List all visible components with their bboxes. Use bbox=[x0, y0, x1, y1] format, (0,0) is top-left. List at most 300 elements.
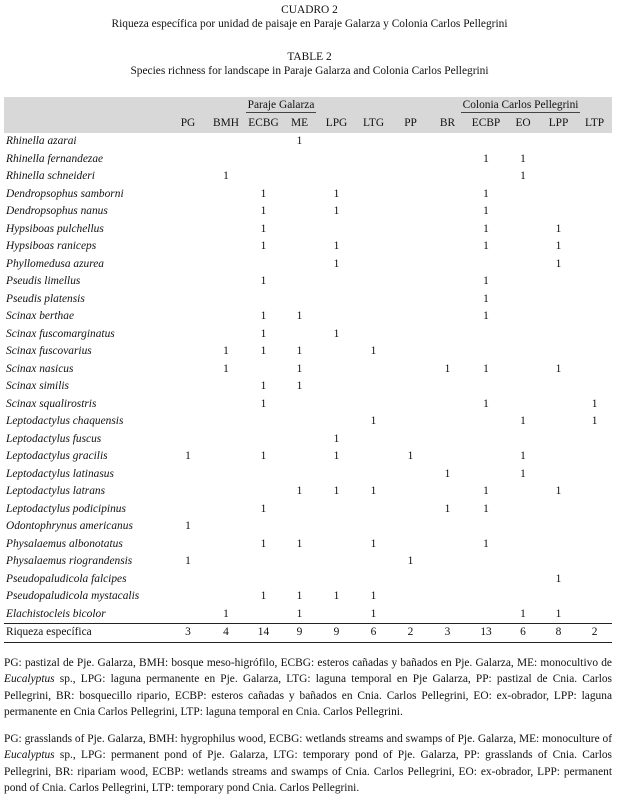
presence-cell bbox=[318, 308, 355, 326]
presence-cell bbox=[281, 466, 318, 484]
presence-cell bbox=[281, 518, 318, 536]
presence-cell bbox=[392, 238, 429, 256]
species-name: Scinax similis bbox=[6, 380, 69, 392]
presence-cell: 1 bbox=[260, 502, 267, 515]
presence-cell bbox=[355, 571, 392, 589]
presence-cell bbox=[577, 238, 612, 256]
presence-cell bbox=[206, 483, 246, 501]
species-name: Leptodactylus gracilis bbox=[6, 450, 108, 462]
presence-cell bbox=[170, 606, 206, 624]
presence-cell bbox=[506, 518, 540, 536]
presence-cell bbox=[355, 273, 392, 291]
group-paraje-galarza: Paraje Galarza bbox=[170, 97, 392, 113]
presence-cell bbox=[170, 186, 206, 204]
presence-cell bbox=[392, 221, 429, 239]
presence-cell bbox=[392, 483, 429, 501]
presence-cell bbox=[392, 168, 429, 186]
presence-cell bbox=[355, 466, 392, 484]
species-name: Scinax fuscovarius bbox=[6, 345, 92, 357]
presence-cell bbox=[206, 378, 246, 396]
presence-cell bbox=[281, 168, 318, 186]
presence-cell bbox=[355, 448, 392, 466]
presence-cell bbox=[466, 588, 506, 606]
presence-cell bbox=[170, 273, 206, 291]
species-name: Leptodactylus latinasus bbox=[6, 467, 114, 480]
presence-cell bbox=[392, 361, 429, 379]
presence-cell bbox=[506, 273, 540, 291]
presence-cell bbox=[506, 588, 540, 606]
presence-cell: 1 bbox=[407, 555, 414, 567]
presence-cell bbox=[392, 256, 429, 274]
presence-cell bbox=[429, 553, 466, 571]
presence-cell bbox=[392, 606, 429, 624]
species-name: Scinax berthae bbox=[6, 310, 75, 322]
presence-cell: 1 bbox=[333, 590, 340, 602]
presence-cell bbox=[577, 431, 612, 449]
species-name: Rhinella schneideri bbox=[6, 170, 95, 182]
presence-cell bbox=[429, 151, 466, 169]
presence-cell bbox=[506, 378, 540, 396]
presence-cell bbox=[355, 133, 392, 151]
presence-cell bbox=[355, 308, 392, 326]
presence-cell: 1 bbox=[591, 415, 598, 427]
presence-cell bbox=[318, 168, 355, 186]
presence-cell bbox=[170, 466, 206, 484]
presence-cell: 1 bbox=[483, 362, 489, 375]
column-header-row bbox=[4, 113, 612, 133]
presence-cell bbox=[577, 291, 612, 309]
presence-cell bbox=[577, 378, 612, 396]
species-name: Odontophrynus americanus bbox=[6, 520, 133, 532]
table-row bbox=[4, 606, 612, 624]
table-caption: Species richness for landscape in Paraje Galarza and Colonia Carlos Pellegrini bbox=[130, 65, 489, 77]
presence-cell: 1 bbox=[260, 275, 267, 287]
presence-cell bbox=[318, 151, 355, 169]
species-name: Scinax nasicus bbox=[6, 362, 74, 375]
presence-cell bbox=[355, 168, 392, 186]
table-number: TABLE 2 bbox=[287, 51, 332, 63]
presence-cell bbox=[577, 571, 612, 589]
presence-cell bbox=[466, 413, 506, 431]
table-row bbox=[4, 186, 612, 204]
presence-cell bbox=[506, 133, 540, 151]
presence-cell bbox=[170, 431, 206, 449]
presence-cell bbox=[281, 571, 318, 589]
presence-cell: 1 bbox=[296, 362, 303, 375]
presence-cell bbox=[540, 168, 577, 186]
presence-cell bbox=[577, 133, 612, 151]
presence-cell bbox=[355, 186, 392, 204]
column-header: LTG bbox=[355, 113, 392, 133]
presence-cell: 1 bbox=[260, 345, 267, 357]
presence-cell bbox=[355, 553, 392, 571]
presence-cell bbox=[466, 571, 506, 589]
species-name: Phyllomedusa azurea bbox=[6, 257, 104, 270]
species-name: Leptodactylus chaquensis bbox=[6, 415, 124, 427]
presence-cell: 1 bbox=[260, 240, 267, 252]
presence-cell bbox=[429, 133, 466, 151]
column-header: ECBG bbox=[246, 113, 281, 133]
presence-cell bbox=[170, 571, 206, 589]
presence-cell bbox=[429, 413, 466, 431]
table-row bbox=[4, 291, 612, 309]
table-row bbox=[4, 203, 612, 221]
presence-cell bbox=[577, 588, 612, 606]
presence-cell bbox=[540, 203, 577, 221]
presence-cell bbox=[392, 431, 429, 449]
presence-cell bbox=[392, 291, 429, 309]
presence-cell bbox=[577, 448, 612, 466]
column-header: EO bbox=[506, 113, 540, 133]
presence-cell bbox=[318, 133, 355, 151]
presence-cell bbox=[355, 256, 392, 274]
presence-cell bbox=[577, 483, 612, 501]
table-row bbox=[4, 501, 612, 519]
presence-cell bbox=[466, 343, 506, 361]
presence-cell: 1 bbox=[260, 205, 267, 217]
presence-cell bbox=[392, 326, 429, 344]
presence-cell: 1 bbox=[333, 485, 340, 497]
presence-cell: 1 bbox=[296, 380, 303, 392]
presence-cell bbox=[206, 553, 246, 571]
presence-cell bbox=[318, 571, 355, 589]
presence-cell: 1 bbox=[333, 257, 340, 270]
table-row bbox=[4, 238, 612, 256]
abbreviations-note-spanish: PG: pastizal de Pje. Galarza, BMH: bosque meso-higrófilo, ECBG: esteros cañadas y bañados en Pje. Galarza, ME: monocultivo de Eucalyptus sp., LPG: laguna permanente en Pje. Galarza, LTG: laguna temporal en Pje Galarza, PP: pastizal de Cnia. Carlos Pellegrini, BR: bosquecillo ripario, ECBP: esteros cañadas y bañados en Cnia. Carlos Pellegrini, EO: ex-obrador, LPP: laguna permanente en Cnia Carlos Pellegrini, LTP: laguna temporal en Cnia. Carlos Pellegrini. bbox=[4, 657, 612, 719]
presence-cell bbox=[355, 326, 392, 344]
table-row bbox=[4, 378, 612, 396]
presence-cell bbox=[206, 203, 246, 221]
presence-cell: 1 bbox=[520, 415, 526, 427]
table-row bbox=[4, 221, 612, 239]
presence-cell bbox=[577, 536, 612, 554]
presence-cell bbox=[577, 361, 612, 379]
presence-cell bbox=[540, 343, 577, 361]
presence-cell bbox=[246, 483, 281, 501]
presence-cell bbox=[466, 168, 506, 186]
presence-cell: 1 bbox=[555, 362, 562, 375]
presence-cell bbox=[170, 483, 206, 501]
species-name: Scinax squalirostris bbox=[6, 397, 97, 410]
species-name: Pseudopaludicola mystacalis bbox=[6, 590, 140, 602]
presence-cell bbox=[170, 203, 206, 221]
presence-cell bbox=[246, 606, 281, 624]
presence-cell bbox=[318, 518, 355, 536]
presence-cell bbox=[506, 431, 540, 449]
presence-cell bbox=[355, 396, 392, 414]
presence-cell bbox=[429, 343, 466, 361]
presence-cell: 1 bbox=[483, 537, 489, 550]
presence-cell: 1 bbox=[483, 152, 489, 165]
column-header: ME bbox=[281, 113, 318, 133]
species-name: Pseudis limellus bbox=[6, 275, 81, 287]
presence-cell: 1 bbox=[333, 450, 340, 462]
presence-cell bbox=[577, 326, 612, 344]
presence-cell bbox=[466, 553, 506, 571]
presence-cell: 1 bbox=[260, 397, 267, 410]
presence-cell bbox=[429, 396, 466, 414]
presence-cell bbox=[466, 378, 506, 396]
presence-cell: 1 bbox=[260, 327, 267, 340]
presence-cell bbox=[355, 361, 392, 379]
presence-cell bbox=[577, 553, 612, 571]
presence-cell bbox=[318, 606, 355, 624]
presence-cell: 1 bbox=[260, 187, 267, 200]
presence-cell bbox=[429, 273, 466, 291]
presence-cell bbox=[170, 588, 206, 606]
presence-cell: 1 bbox=[296, 485, 303, 497]
presence-cell bbox=[246, 553, 281, 571]
presence-cell: 1 bbox=[555, 607, 562, 620]
presence-cell bbox=[392, 186, 429, 204]
presence-cell bbox=[577, 606, 612, 624]
presence-cell bbox=[506, 291, 540, 309]
presence-cell: 1 bbox=[483, 205, 489, 217]
presence-cell bbox=[246, 256, 281, 274]
presence-cell bbox=[466, 326, 506, 344]
total-cell: 3 bbox=[429, 624, 466, 643]
presence-cell bbox=[506, 221, 540, 239]
presence-cell bbox=[281, 501, 318, 519]
presence-cell: 1 bbox=[370, 590, 377, 602]
column-header: BMH bbox=[206, 113, 246, 133]
presence-cell: 1 bbox=[260, 310, 267, 322]
presence-cell bbox=[506, 571, 540, 589]
total-cell: 6 bbox=[506, 624, 540, 643]
presence-cell bbox=[506, 256, 540, 274]
presence-cell bbox=[206, 448, 246, 466]
presence-cell: 1 bbox=[483, 275, 489, 287]
table-row bbox=[4, 133, 612, 151]
presence-cell: 1 bbox=[520, 152, 526, 165]
presence-cell bbox=[466, 133, 506, 151]
presence-cell bbox=[540, 501, 577, 519]
presence-cell bbox=[466, 256, 506, 274]
presence-cell bbox=[429, 588, 466, 606]
presence-cell bbox=[540, 536, 577, 554]
presence-cell bbox=[577, 466, 612, 484]
table-body bbox=[4, 133, 612, 642]
column-header: ECBP bbox=[466, 113, 506, 133]
presence-cell: 1 bbox=[483, 187, 489, 200]
presence-cell bbox=[355, 431, 392, 449]
total-cell: 13 bbox=[466, 624, 506, 643]
presence-cell bbox=[429, 256, 466, 274]
presence-cell bbox=[429, 291, 466, 309]
presence-cell: 1 bbox=[333, 432, 340, 445]
presence-cell: 1 bbox=[185, 555, 191, 567]
total-cell: 3 bbox=[170, 624, 206, 643]
presence-cell bbox=[206, 431, 246, 449]
presence-cell bbox=[540, 588, 577, 606]
presence-cell bbox=[355, 151, 392, 169]
total-label: Riqueza específica bbox=[4, 624, 170, 643]
presence-cell bbox=[206, 291, 246, 309]
presence-cell bbox=[246, 168, 281, 186]
presence-cell: 1 bbox=[333, 327, 340, 340]
table-row bbox=[4, 361, 612, 379]
presence-cell bbox=[170, 308, 206, 326]
presence-cell bbox=[392, 536, 429, 554]
presence-cell bbox=[281, 203, 318, 221]
column-header: LTP bbox=[577, 113, 612, 133]
presence-cell bbox=[206, 256, 246, 274]
presence-cell bbox=[281, 221, 318, 239]
presence-cell bbox=[170, 151, 206, 169]
presence-cell bbox=[577, 501, 612, 519]
table-row bbox=[4, 168, 612, 186]
presence-cell bbox=[392, 308, 429, 326]
presence-cell bbox=[170, 396, 206, 414]
presence-cell bbox=[281, 553, 318, 571]
presence-cell bbox=[540, 518, 577, 536]
presence-cell: 1 bbox=[520, 467, 526, 480]
presence-cell bbox=[429, 448, 466, 466]
presence-cell bbox=[206, 518, 246, 536]
presence-cell bbox=[281, 396, 318, 414]
presence-cell bbox=[506, 186, 540, 204]
presence-cell bbox=[429, 431, 466, 449]
presence-cell: 1 bbox=[520, 607, 526, 620]
presence-cell bbox=[206, 238, 246, 256]
species-name: Dendropsophus nanus bbox=[6, 205, 108, 217]
presence-cell bbox=[466, 448, 506, 466]
presence-cell: 1 bbox=[444, 467, 451, 480]
presence-cell bbox=[506, 361, 540, 379]
presence-cell bbox=[429, 326, 466, 344]
presence-cell bbox=[429, 518, 466, 536]
presence-cell bbox=[170, 238, 206, 256]
presence-cell bbox=[281, 186, 318, 204]
presence-cell bbox=[577, 518, 612, 536]
presence-cell bbox=[429, 186, 466, 204]
presence-cell bbox=[206, 221, 246, 239]
presence-cell bbox=[170, 413, 206, 431]
presence-cell bbox=[392, 466, 429, 484]
presence-cell bbox=[355, 501, 392, 519]
presence-cell: 1 bbox=[333, 187, 340, 200]
presence-cell bbox=[281, 256, 318, 274]
presence-cell bbox=[206, 273, 246, 291]
presence-cell bbox=[281, 273, 318, 291]
total-cell: 14 bbox=[246, 624, 281, 643]
table-row bbox=[4, 431, 612, 449]
presence-cell bbox=[506, 396, 540, 414]
presence-cell bbox=[206, 466, 246, 484]
presence-cell bbox=[206, 501, 246, 519]
presence-cell: 1 bbox=[555, 572, 562, 585]
presence-cell bbox=[318, 553, 355, 571]
group-header-blank bbox=[4, 97, 170, 113]
presence-cell bbox=[206, 151, 246, 169]
presence-cell bbox=[540, 466, 577, 484]
presence-cell bbox=[392, 501, 429, 519]
presence-cell bbox=[170, 536, 206, 554]
species-name: Leptodactylus latrans bbox=[6, 485, 106, 497]
species-name: Pseudis platensis bbox=[6, 292, 85, 305]
presence-cell: 1 bbox=[444, 502, 451, 515]
presence-cell bbox=[206, 186, 246, 204]
presence-cell bbox=[429, 238, 466, 256]
presence-cell bbox=[466, 466, 506, 484]
presence-cell bbox=[281, 151, 318, 169]
presence-cell: 1 bbox=[483, 502, 489, 515]
presence-cell bbox=[429, 378, 466, 396]
presence-cell bbox=[577, 273, 612, 291]
cuadro-caption: Riqueza específica por unidad de paisaje en Paraje Galarza y Colonia Carlos Pellegrini bbox=[111, 18, 508, 30]
table-row bbox=[4, 483, 612, 501]
presence-cell: 1 bbox=[370, 607, 377, 620]
presence-cell bbox=[206, 326, 246, 344]
presence-cell bbox=[206, 133, 246, 151]
presence-cell bbox=[318, 536, 355, 554]
table-row bbox=[4, 326, 612, 344]
species-name: Dendropsophus samborni bbox=[6, 187, 124, 200]
presence-cell bbox=[281, 326, 318, 344]
table-row bbox=[4, 553, 612, 571]
presence-cell bbox=[170, 221, 206, 239]
presence-cell bbox=[392, 588, 429, 606]
presence-cell bbox=[540, 308, 577, 326]
presence-cell: 1 bbox=[260, 380, 267, 392]
presence-cell bbox=[170, 256, 206, 274]
presence-cell bbox=[577, 203, 612, 221]
species-name: Physalaemus albonotatus bbox=[6, 537, 123, 550]
presence-cell bbox=[246, 361, 281, 379]
group-header-row bbox=[4, 97, 612, 113]
presence-cell: 1 bbox=[483, 292, 489, 305]
presence-cell bbox=[429, 221, 466, 239]
presence-cell: 1 bbox=[296, 310, 303, 322]
presence-cell bbox=[392, 273, 429, 291]
table-row bbox=[4, 308, 612, 326]
species-richness-table bbox=[4, 97, 612, 643]
presence-cell bbox=[540, 553, 577, 571]
presence-cell: 1 bbox=[296, 537, 303, 550]
presence-cell bbox=[206, 413, 246, 431]
column-header: LPP bbox=[540, 113, 577, 133]
presence-cell bbox=[281, 448, 318, 466]
presence-cell bbox=[540, 186, 577, 204]
presence-cell bbox=[170, 133, 206, 151]
presence-cell: 1 bbox=[555, 222, 562, 235]
presence-cell: 1 bbox=[260, 222, 267, 235]
presence-cell: 1 bbox=[483, 397, 489, 410]
presence-cell: 1 bbox=[483, 310, 489, 322]
presence-cell bbox=[355, 378, 392, 396]
presence-cell: 1 bbox=[520, 170, 526, 182]
presence-cell bbox=[392, 378, 429, 396]
presence-cell bbox=[206, 571, 246, 589]
column-header: PP bbox=[392, 113, 429, 133]
presence-cell bbox=[170, 343, 206, 361]
presence-cell bbox=[577, 186, 612, 204]
presence-cell bbox=[577, 343, 612, 361]
presence-cell: 1 bbox=[296, 590, 303, 602]
total-cell: 2 bbox=[392, 624, 429, 643]
presence-cell bbox=[318, 361, 355, 379]
presence-cell bbox=[318, 291, 355, 309]
presence-cell: 1 bbox=[333, 205, 340, 217]
species-name: Hypsiboas raniceps bbox=[6, 240, 97, 252]
presence-cell bbox=[281, 238, 318, 256]
presence-cell bbox=[540, 431, 577, 449]
presence-cell bbox=[540, 133, 577, 151]
presence-cell bbox=[577, 168, 612, 186]
presence-cell bbox=[466, 606, 506, 624]
species-name: Leptodactylus podicipinus bbox=[6, 502, 126, 515]
presence-cell bbox=[577, 221, 612, 239]
